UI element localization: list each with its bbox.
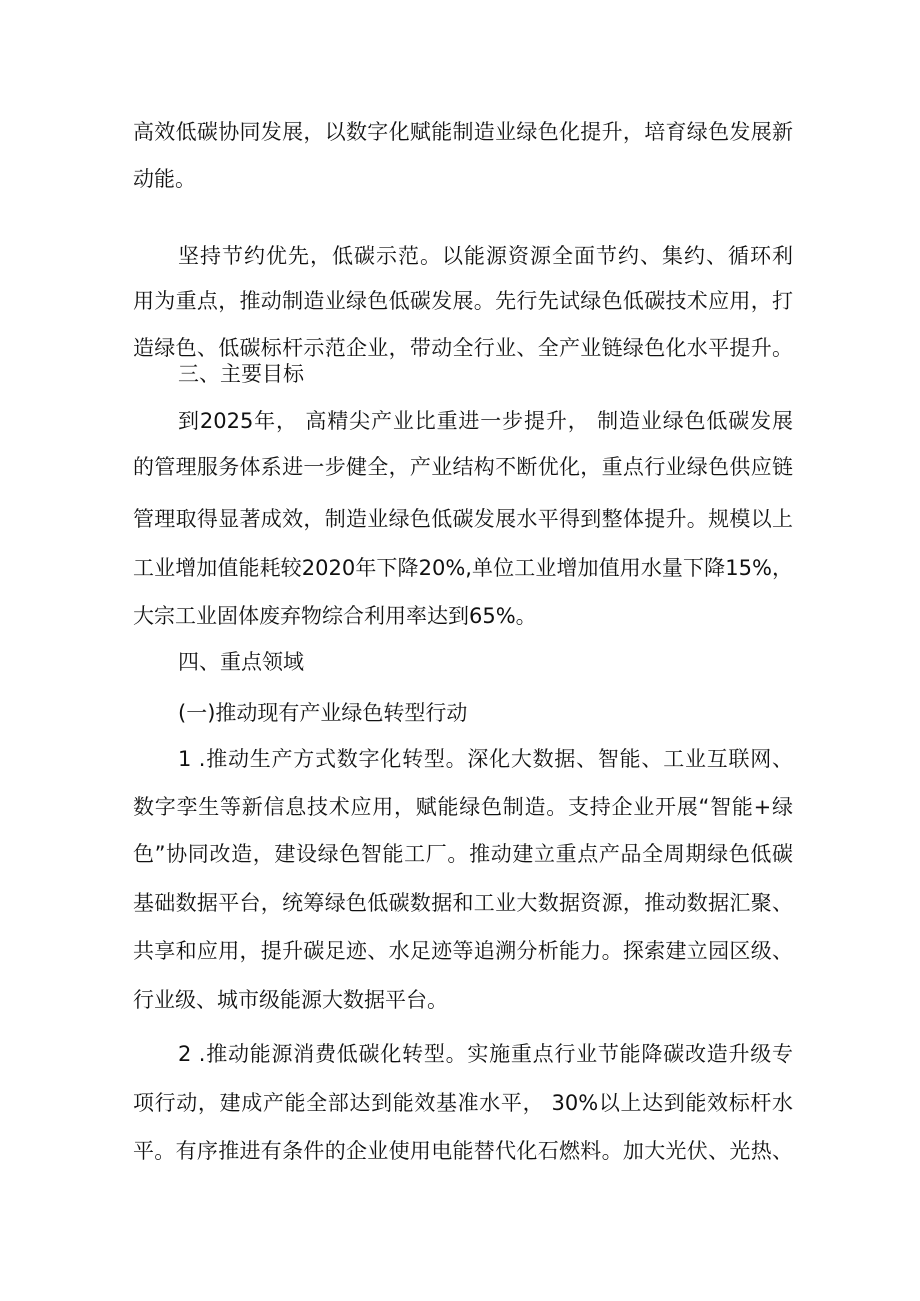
text-line: 的管理服务体系进一步健全，产业结构不断优化，重点行业绿色供应链 [133,455,793,479]
text-line: 项行动，建成产能全部达到能效基准水平， 30%以上达到能效标杆水 [133,1091,793,1115]
text-line: 基础数据平台，统筹绿色低碳数据和工业大数据资源，推动数据汇聚、 [133,891,793,915]
text-line: 到2025年， 高精尖产业比重进一步提升， 制造业绿色低碳发展 [178,409,793,433]
text-line: 工业增加值能耗较2020年下降20%,单位工业增加值用水量下降15%， [133,556,793,580]
text-line: 高效低碳协同发展，以数字化赋能制造业绿色化提升，培育绿色发展新 [133,120,793,144]
text-line: 造绿色、低碳标杆示范企业，带动全行业、全产业链绿色化水平提升。 [133,336,793,360]
text-line: 2 .推动能源消费低碳化转型。实施重点行业节能降碳改造升级专 [178,1042,793,1066]
subsection-heading: (一)推动现有产业绿色转型行动 [178,701,468,725]
text-line: 数字孪生等新信息技术应用，赋能绿色制造。支持企业开展“智能+绿 [133,795,793,819]
text-line: 1 .推动生产方式数字化转型。深化大数据、智能、工业互联网、 [178,747,793,771]
text-line: 管理取得显著成效，制造业绿色低碳发展水平得到整体提升。规模以上 [133,507,793,531]
text-line: 大宗工业固体废弃物综合利用率达到65%。 [133,604,537,628]
text-line: 用为重点，推动制造业绿色低碳发展。先行先试绿色低碳技术应用，打 [133,289,793,313]
text-line: 色”协同改造，建设绿色智能工厂。推动建立重点产品全周期绿色低碳 [133,842,793,866]
section-heading: 三、主要目标 [178,362,304,386]
text-line: 坚持节约优先，低碳示范。以能源资源全面节约、集约、循环利 [178,244,793,268]
text-line: 动能。 [133,167,196,191]
text-line: 共享和应用，提升碳足迹、水足迹等追溯分析能力。探索建立园区级、 [133,939,793,963]
section-heading: 四、重点领域 [178,650,304,674]
text-line: 行业级、城市级能源大数据平台。 [133,988,448,1012]
text-line: 平。有序推进有条件的企业使用电能替代化石燃料。加大光伏、光热、 [133,1139,793,1163]
